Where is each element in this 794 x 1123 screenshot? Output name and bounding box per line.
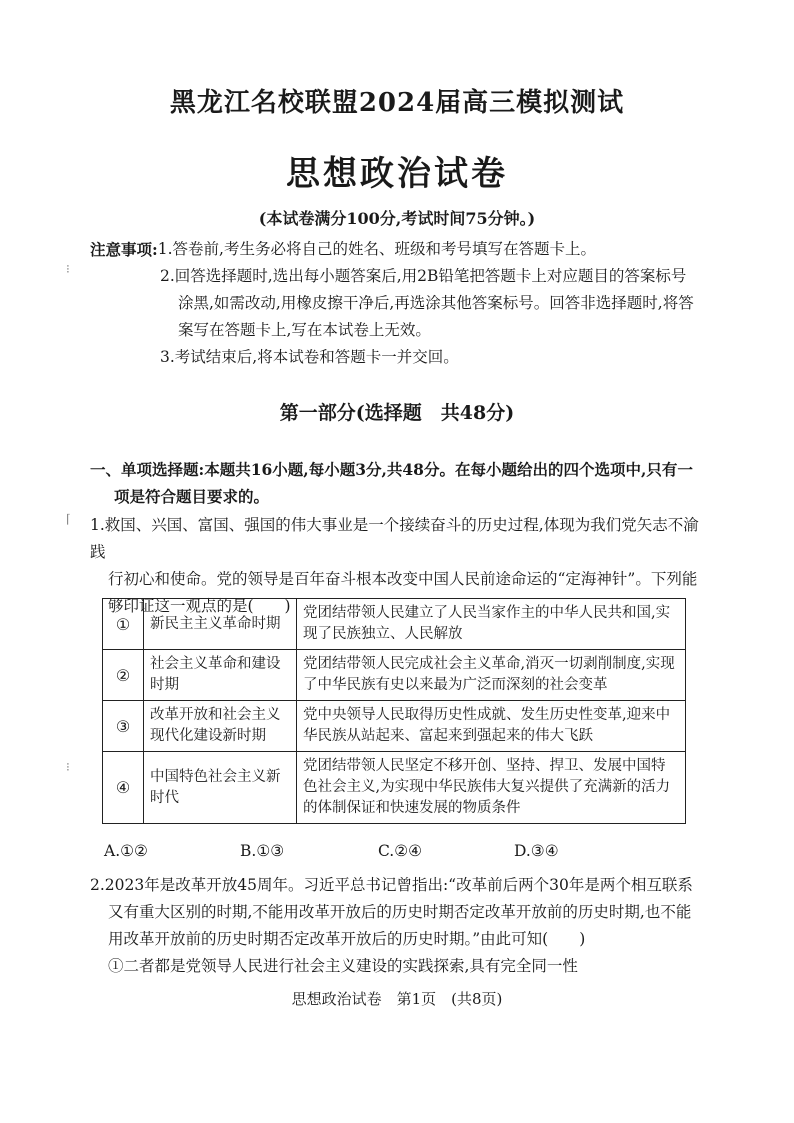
notes-item-2-line-2: 涂黑,如需改动,用橡皮擦干净后,再选涂其他答案标号。回答非选择题时,将答 — [178, 294, 694, 312]
exam-subject-title: 思想政治试卷 — [286, 154, 508, 194]
row-era: 社会主义革命和建设时期 — [144, 650, 297, 701]
exam-info: (本试卷满分100分,考试时间75分钟。) — [258, 209, 536, 228]
q1-table — [102, 598, 686, 824]
row-description: 党团结带领人民完成社会主义革命,消灭一切剥削制度,实现了中华民族有史以来最为广泛而深刻的社会变革 — [297, 650, 686, 701]
scan-mark: ⁝ — [66, 760, 70, 774]
table-row — [103, 701, 686, 752]
scan-mark: ⁝ — [66, 262, 70, 276]
section-title: 第一部分(选择题 共48分) — [279, 402, 515, 424]
q1-option-c[interactable]: C.②④ — [378, 842, 423, 860]
section-instructions — [90, 456, 710, 510]
row-era: 中国特色社会主义新时代 — [144, 752, 297, 824]
row-number: ① — [103, 599, 144, 650]
q1-line-2: 行初心和使命。党的领导是百年奋斗根本改变中国人民前途命运的“定海神针”。下列能 — [108, 570, 698, 588]
row-number: ③ — [103, 701, 144, 752]
row-number: ② — [103, 650, 144, 701]
q1-line-3: 够印证这一观点的是( ) — [108, 597, 291, 615]
notes-label: 注意事项: — [90, 240, 158, 259]
notes-section — [90, 236, 710, 371]
q1-line-1: 1.救国、兴国、富国、强国的伟大事业是一个接续奋斗的历史过程,体现为我们党矢志不渝践 — [90, 516, 699, 561]
page-footer: 思想政治试卷 第1页 (共8页) — [291, 990, 503, 1008]
q1-option-d[interactable]: D.③④ — [514, 842, 559, 860]
q2-option-1: ①二者都是党领导人民进行社会主义建设的实践探索,具有完全同一性 — [108, 957, 578, 975]
row-description: 党团结带领人民坚定不移开创、坚持、捍卫、发展中国特色社会主义,为实现中华民族伟大复兴提供了充满新的活力的体制保证和快速发展的物质条件 — [297, 752, 686, 824]
notes-item-3: 3.考试结束后,将本试卷和答题卡一并交回。 — [160, 348, 459, 366]
q2-line-2: 又有重大区别的时期,不能用改革开放后的历史时期否定改革开放前的历史时期,也不能 — [108, 903, 692, 921]
notes-item-2-line-1: 2.回答选择题时,选出每小题答案后,用2B铅笔把答题卡上对应题目的答案标号 — [160, 267, 687, 285]
instructions-line-2: 项是符合题目要求的。 — [114, 487, 270, 506]
question-2 — [90, 872, 710, 980]
instructions-line-1: 一、单项选择题:本题共16小题,每小题3分,共48分。在每小题给出的四个选项中,只有一 — [90, 460, 693, 479]
row-description: 党中央领导人民取得历史性成就、发生历史性变革,迎来中华民族从站起来、富起来到强起来的伟大飞跃 — [297, 701, 686, 752]
table-row — [103, 752, 686, 824]
table-row — [103, 599, 686, 650]
row-description: 党团结带领人民建立了人民当家作主的中华人民共和国,实现了民族独立、人民解放 — [297, 599, 686, 650]
q2-line-3: 用改革开放前的历史时期否定改革开放后的历史时期。”由此可知( ) — [108, 930, 586, 948]
notes-item-2-line-3: 案写在答题卡上,写在本试卷上无效。 — [178, 321, 431, 339]
q1-option-a[interactable]: A.①② — [104, 842, 148, 860]
q1-option-b[interactable]: B.①③ — [240, 842, 285, 860]
notes-item-1: 1.答卷前,考生务必将自己的姓名、班级和考号填写在答题卡上。 — [157, 240, 596, 258]
exam-header-title: 黑龙江名校联盟2024届高三模拟测试 — [169, 88, 625, 118]
row-era: 改革开放和社会主义现代化建设新时期 — [144, 701, 297, 752]
row-number: ④ — [103, 752, 144, 824]
table-row — [103, 650, 686, 701]
row-era: 新民主主义革命时期 — [144, 599, 297, 650]
q2-line-1: 2.2023年是改革开放45周年。习近平总书记曾指出:“改革前后两个30年是两个相互联系 — [90, 876, 693, 894]
scan-mark: ⌈ — [66, 512, 71, 526]
